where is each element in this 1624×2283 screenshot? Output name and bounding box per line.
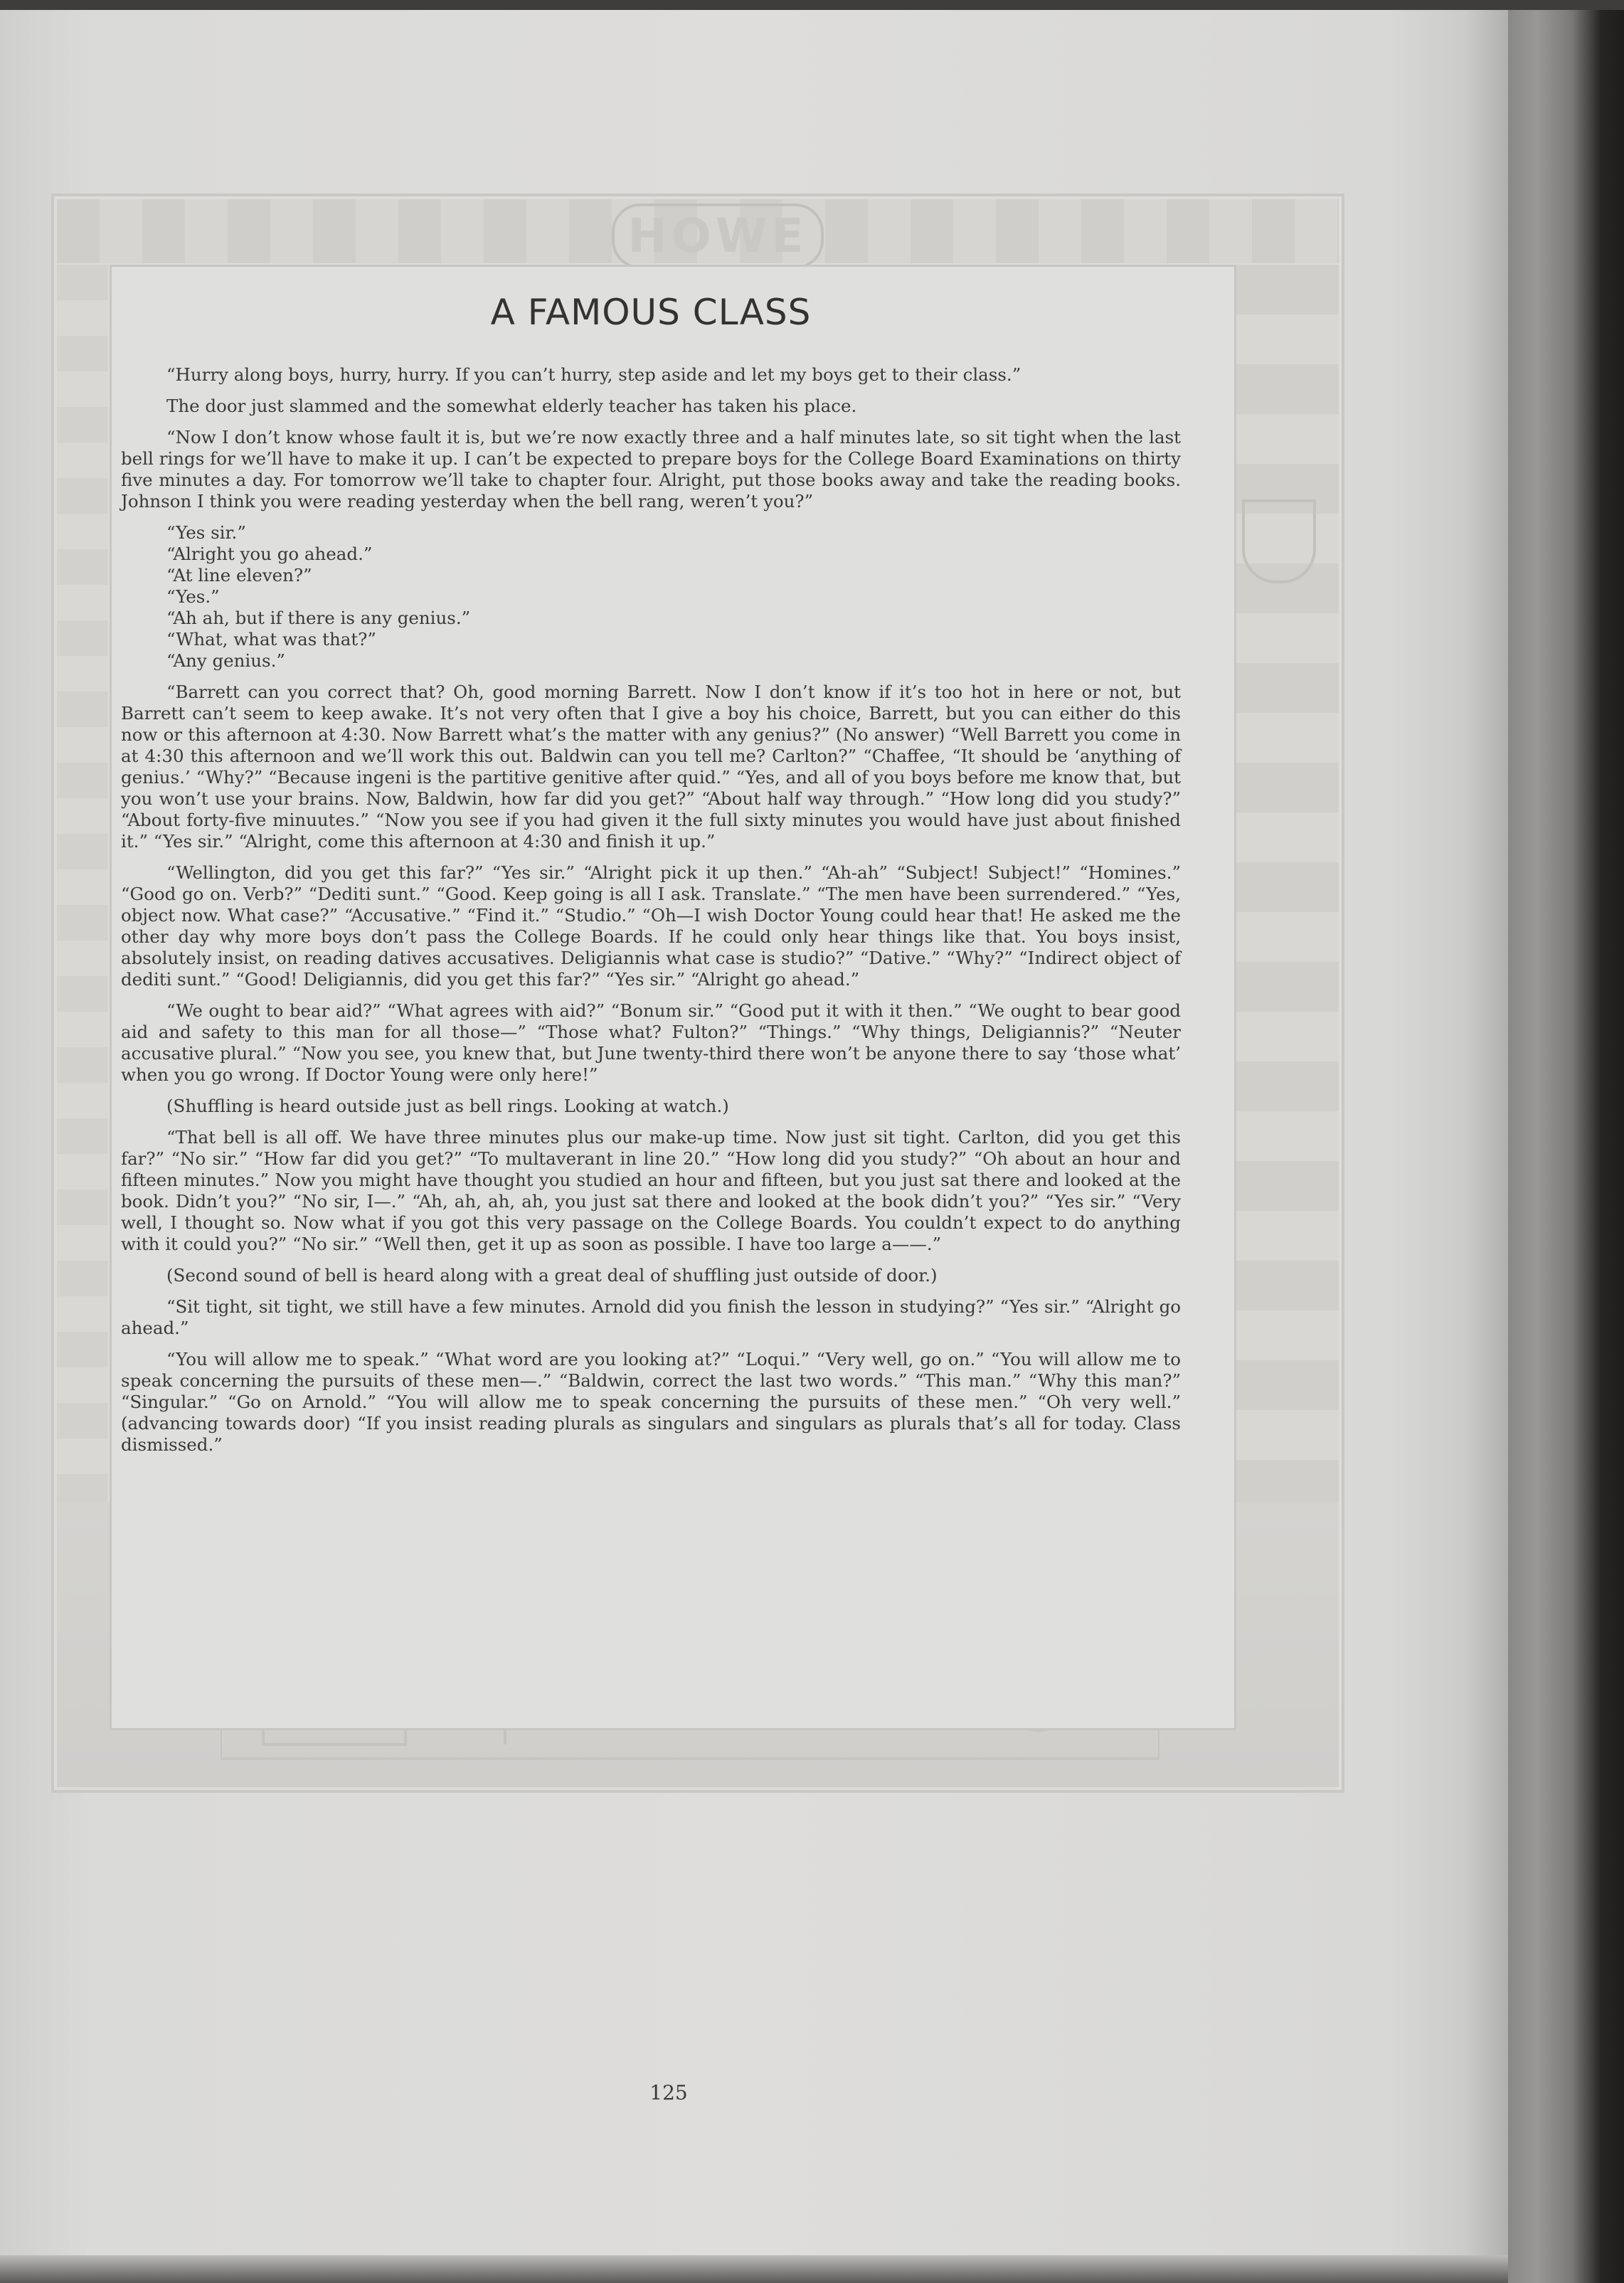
article xyxy=(121,292,1181,1466)
paragraph: “Wellington, did you get this far?” “Yes sir.” “Alright pick it up then.” “Ah-ah” “Subject! Subject!” “Homines.” “Good go on. Verb?” “Dediti sunt.” “Good. Keep going is all I ask. Translate.” “The men have been surrendered.” “Yes, object now. What case?” “Accusative.” “Find it.” “Studio.” “Oh—I wish Doctor Young could hear that! He asked me the other day why more boys don’t pass the College Boards. If he could only hear things like that. You boys insist, absolutely insist, on reading datives accusatives. Deligiannis what case is studio?” “Dative.” “Why?” “Indirect object of dediti sunt.” “Good! Deligiannis, did you get this far?” “Yes sir.” “Alright go ahead.” xyxy=(121,862,1181,990)
article-title: A FAMOUS CLASS xyxy=(490,292,812,333)
paragraph: “Any genius.” xyxy=(166,650,285,671)
paragraph: “Barrett can you correct that? Oh, good morning Barrett. Now I don’t know if it’s too hot in here or not, but Barrett can’t seem to keep awake. It’s not very often that I give a boy his choice, Barrett, but you can either do this now or this afternoon at 4:30. Now Barrett what’s the matter with any genius?” (No answer) “Well Barrett you come in at 4:30 this afternoon and we’ll work this out. Baldwin can you tell me? Carlton?” “Chaffee, “It should be ‘anything of genius.’ “Why?” “Because ingeni is the partitive genitive after quid.” “Yes, and all of you boys before me know that, but you won’t use your brains. Now, Baldwin, how far did you get?” “About half way through.” “How long did you study?” “About forty-five minuutes.” “Now you see if you had given it the full sixty minutes you would have just about finished it.” “Yes sir.” “Alright, come this afternoon at 4:30 and finish it up.” xyxy=(121,682,1181,852)
book-cover-edge xyxy=(1508,10,1624,2283)
paragraph: “That bell is all off. We have three minutes plus our make-up time. Now just sit tight. Carlton, did you get this far?” “No sir.” “How far did you get?” “To multaverant in line 20.” “How long did you study?” “Oh about an hour and fifteen minutes.” Now you might have thought you studied an hour and fifteen, but you just sat there and looked at the book. Didn’t you?” “No sir, I—.” “Ah, ah, ah, ah, you just sat there and looked at the book didn’t you?” “Yes sir.” “Very well, I thought so. Now what if you got this very passage on the College Boards. You couldn’t expect to do anything with it could you?” “No sir.” “Well then, get it up as soon as possible. I have too large a——.” xyxy=(121,1127,1181,1254)
paragraph: “Alright you go ahead.” xyxy=(166,544,373,564)
paragraph: “You will allow me to speak.” “What word are you looking at?” “Loqui.” “Very well, go on.” “You will allow me to speak concerning the pursuits of these men—.” “Baldwin, correct the last two words.” “This man.” “Why this man?” “Singular.” “Go on Arnold.” “You will allow me to speak concerning the pursuits of these men.” “Oh very well.” (advancing towards door) “If you insist reading plurals as singulars and singulars as plurals that’s all for today. Class dismissed.” xyxy=(121,1349,1181,1455)
paragraph: “Ah ah, but if there is any genius.” xyxy=(166,608,471,628)
paragraph: “Hurry along boys, hurry, hurry. If you can’t hurry, step aside and let my boys get to their class.” xyxy=(166,364,1021,385)
border-top-band xyxy=(57,199,1339,263)
paragraph: “At line eleven?” xyxy=(166,565,312,586)
howe-logo: HOWE xyxy=(612,203,824,269)
paragraph: “Yes sir.” xyxy=(166,522,246,543)
paragraph: (Second sound of bell is heard along with a great deal of shuffling just outside of door.) xyxy=(166,1265,938,1286)
paragraph: “Sit tight, sit tight, we still have a few minutes. Arnold did you finish the lesson in studying?” “Yes sir.” “Alright go ahead.” xyxy=(121,1296,1181,1338)
paragraph: “We ought to bear aid?” “What agrees with aid?” “Bonum sir.” “Good put it with it then.” “We ought to bear good aid and safety to this man for all those—” “Those what? Fulton?” “Things.” “Why things, Deligiannis?” “Neuter accusative plural.” “Now you see, you knew that, but June twenty-third there won’t be anyone there to say ‘those what’ when you go wrong. If Doctor Young were only here!” xyxy=(121,1000,1181,1085)
paragraph: (Shuffling is heard outside just as bell rings. Looking at watch.) xyxy=(166,1096,729,1116)
article-body xyxy=(121,364,1181,1456)
page-bottom-edge xyxy=(0,2255,1508,2283)
page-number: 125 xyxy=(649,2081,688,2104)
paragraph: “What, what was that?” xyxy=(166,629,376,650)
paragraph: “Yes.” xyxy=(166,586,220,607)
page-top-edge xyxy=(0,0,1624,10)
paragraph: “Now I don’t know whose fault it is, but we’re now exactly three and a half minutes late, so sit tight when the last bell rings for we’ll have to make it up. I can’t be expected to prepare boys for the College Board Examinations on thirty five minutes a day. For tomorrow we’ll take to chapter four. Alright, put those books away and take the reading books. Johnson I think you were reading yesterday when the bell rang, weren’t you?” xyxy=(121,427,1181,512)
shield-icon xyxy=(1242,499,1316,583)
binding-shadow xyxy=(1465,10,1508,2258)
paragraph: The door just slammed and the somewhat elderly teacher has taken his place. xyxy=(166,396,857,416)
